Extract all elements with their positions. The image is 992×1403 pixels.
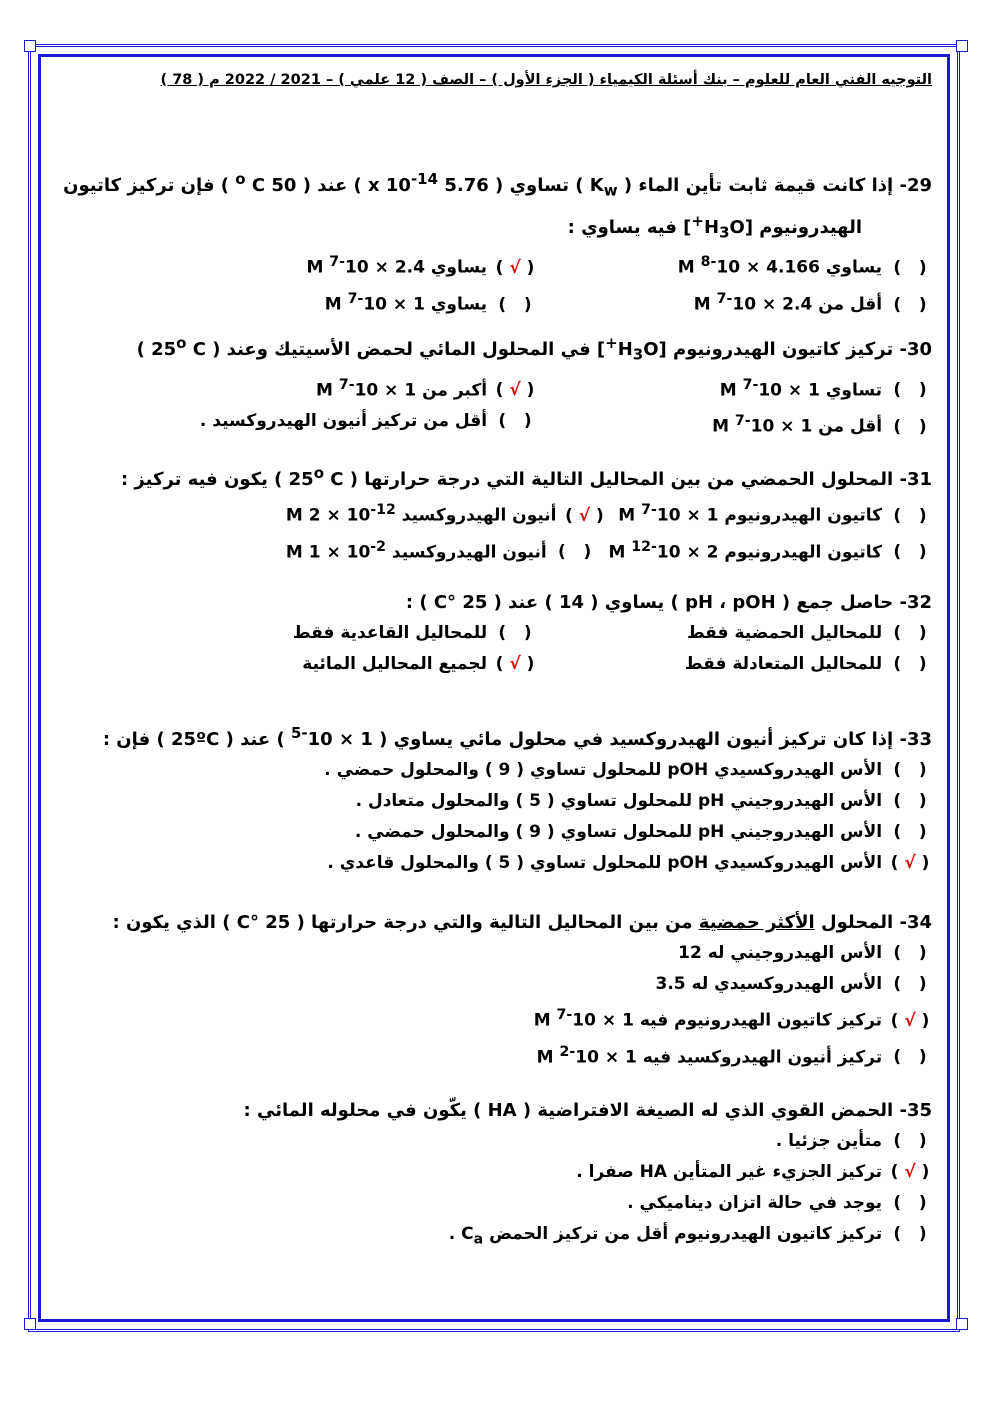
question-stem: 29- إذا كانت قيمة ثابت تأين الماء ( $K_w$ ) تساوي ( 5.76 x $10^{-14}$ ) عند ( 50 $^o$ C ) فإن تركيز كاتيون <box>63 170 932 200</box>
checkmark-icon: √ <box>509 654 521 674</box>
option[interactable]: ( ) يوجد في حالة اتزان ديناميكي . <box>627 1193 927 1213</box>
option[interactable]: ( ) تركيز أنيون الهيدروكسيد فيه $1 \times 10^{-2}$ M <box>536 1043 927 1068</box>
checkmark-icon: √ <box>904 1162 916 1182</box>
option-correct[interactable]: ( √ ) أكبر من $1 \times 10^{-7}$ M <box>315 376 535 401</box>
option[interactable]: ( ) تركيز كاتيون الهيدرونيوم أقل من تركيز الحمض $C_a$ . <box>448 1224 927 1248</box>
question-35 <box>60 1096 932 1255</box>
question-32 <box>60 588 932 680</box>
question-31 <box>60 458 932 568</box>
option[interactable]: ( ) الأس الهيدروجيني pH للمحلول تساوي ( 5 ) والمحلول متعادل . <box>355 791 927 811</box>
options-row <box>60 649 932 680</box>
option-correct[interactable]: ( √ ) يساوي $2.4 \times 10^{-7}$ M <box>306 254 535 278</box>
checkmark-icon: √ <box>578 505 591 526</box>
option[interactable]: ( ) أقل من $1 \times 10^{-7}$ M <box>712 413 927 437</box>
border-corner-ornament <box>24 1318 36 1330</box>
options-row <box>60 284 932 321</box>
option-pair[interactable]: ( ) كاتيون الهيدرونيوم $2 \times 10^{-12}$ M ( ) أنيون الهيدروكسيد M $1 \times 10^{-2}$ <box>285 538 927 563</box>
page-header: التوجيه الفني العام للعلوم – بنك أسئلة الكيمياء ( الجزء الأول ) – الصف ( 12 علمي ) – 2021 / 2022 م ( 78 ) <box>160 72 932 88</box>
option[interactable]: ( ) يساوي $1 \times 10^{-7}$ M <box>324 290 532 315</box>
option-pair[interactable]: ( ) كاتيون الهيدرونيوم $1 \times 10^{-7}$ M ( √ ) أنيون الهيدروكسيد M $2 \times 10^{-12}$ <box>285 502 927 526</box>
option-correct[interactable]: ( √ ) الأس الهيدروكسيدي pOH للمحلول تساوي ( 5 ) والمحلول قاعدي . <box>327 853 930 873</box>
option[interactable]: ( ) الأس الهيدروكسيدي له 3.5 <box>655 974 927 994</box>
option[interactable]: ( ) الأس الهيدروكسيدي pOH للمحلول تساوي ( 9 ) والمحلول حمضي . <box>324 760 927 780</box>
option[interactable]: ( ) أقل من $2.4 \times 10^{-7}$ M <box>693 290 927 315</box>
checkmark-icon: √ <box>904 853 916 873</box>
option[interactable]: ( ) الأس الهيدروجيني pH للمحلول تساوي ( 9 ) والمحلول حمضي . <box>354 822 927 842</box>
question-stem: 30- تركيز كاتيون الهيدرونيوم $[H_3O^+]$ في المحلول المائي لحمض الأسيتيك وعند ( 25$^o$ C ) <box>136 334 932 364</box>
checkmark-icon: √ <box>509 380 521 401</box>
options-row <box>60 370 932 407</box>
border-corner-ornament <box>956 40 968 52</box>
question-stem-continued: الهيدرونيوم $[H_3O^+]$ فيه يساوي : <box>567 211 862 242</box>
question-34 <box>60 908 932 1073</box>
options-row <box>60 406 932 443</box>
question-stem: 33- إذا كان تركيز أنيون الهيدروكسيد في محلول مائي يساوي ( $1 \times 10^{-5}$ ) عند ( 25ºC ) فإن : <box>102 724 932 750</box>
option[interactable]: ( ) يساوي $4.166 \times 10^{-8}$ M <box>677 254 927 278</box>
question-stem: 31- المحلول الحمضي من بين المحاليل التالية التي درجة حرارتها ( 25$^o$ C ) يكون فيه تركيز : <box>120 464 932 490</box>
question-29 <box>60 164 932 321</box>
options-row <box>60 618 932 649</box>
option[interactable]: ( ) للمحاليل القاعدية فقط <box>292 623 532 643</box>
border-corner-ornament <box>24 40 36 52</box>
question-stem: 35- الحمض القوي الذي له الصيغة الافتراضية ( HA ) يكّون في محلوله المائي : <box>243 1100 932 1121</box>
option[interactable]: ( ) للمحاليل المتعادلة فقط <box>684 654 927 674</box>
option-correct[interactable]: ( √ ) لجميع المحاليل المائية <box>302 654 535 674</box>
option[interactable]: ( ) متأين جزئيا . <box>775 1131 927 1151</box>
question-stem: 34- المحلول الأكثر حمضية من بين المحاليل التالية والتي درجة حرارتها ( 25 °C ) الذي يكون : <box>112 912 932 933</box>
border-corner-ornament <box>956 1318 968 1330</box>
option[interactable]: ( ) تساوي $1 \times 10^{-7}$ M <box>719 376 927 401</box>
options-row <box>60 247 932 284</box>
question-33 <box>60 718 932 879</box>
option[interactable]: ( ) أقل من تركيز أنيون الهيدروكسيد . <box>199 411 532 432</box>
question-30 <box>60 328 932 443</box>
question-stem: 32- حاصل جمع ( pH ، pOH ) يساوي ( 14 ) عند ( 25 °C ) : <box>405 592 932 613</box>
checkmark-icon: √ <box>904 1010 916 1031</box>
option[interactable]: ( ) الأس الهيدروجيني له 12 <box>678 943 927 963</box>
option[interactable]: ( ) للمحاليل الحمضية فقط <box>686 623 927 643</box>
checkmark-icon: √ <box>509 257 521 278</box>
option-correct[interactable]: ( √ ) تركيز الجزيء غير المتأين HA صفرا . <box>576 1162 930 1182</box>
option-correct[interactable]: ( √ ) تركيز كاتيون الهيدرونيوم فيه $1 \times 10^{-7}$ M <box>533 1007 930 1031</box>
